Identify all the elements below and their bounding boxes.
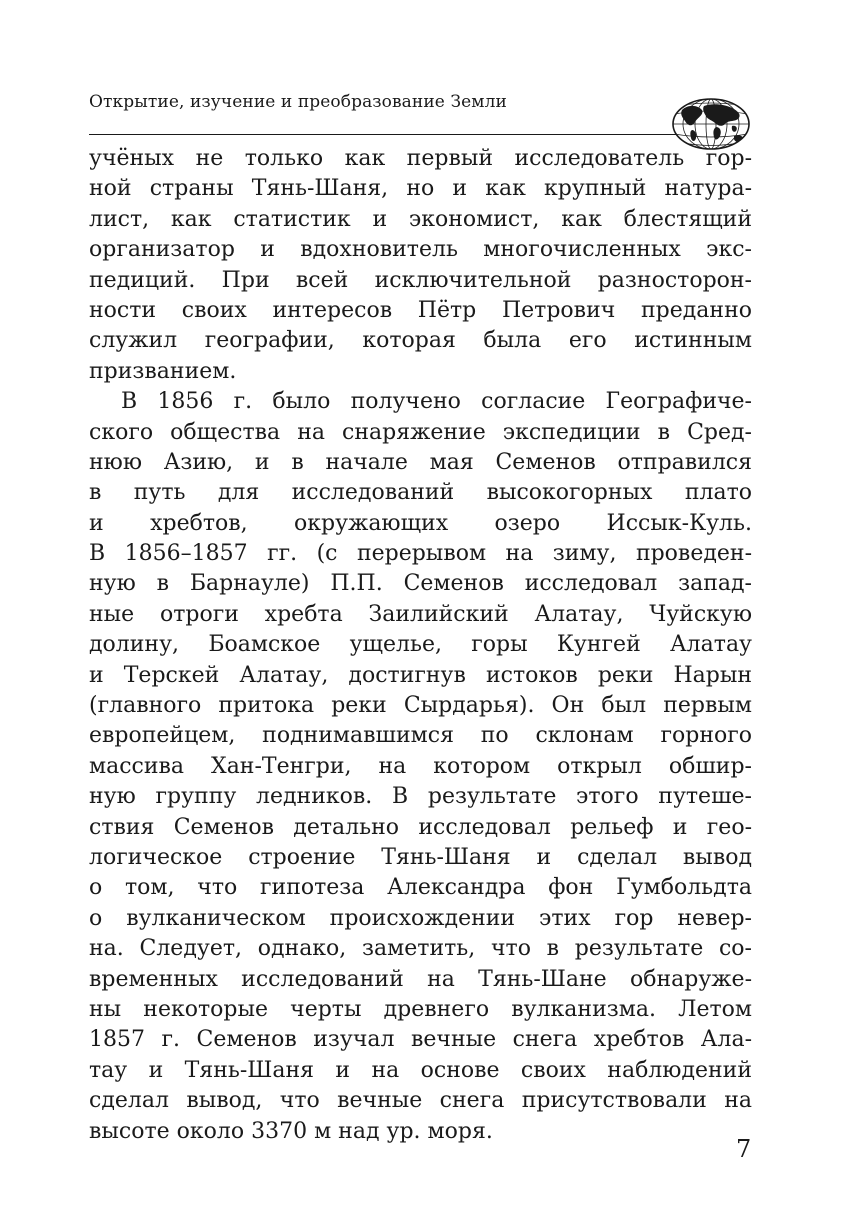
text-line: тау и Тянь-Шаня и на основе своих наблюдений xyxy=(89,1057,752,1083)
text-line: ны некоторые черты древнего вулканизма. Летом xyxy=(89,996,752,1022)
text-line: европейцем, поднимавшимся по склонам горного xyxy=(89,723,752,749)
text-line: сделал вывод, что вечные снега присутствовали на xyxy=(89,1088,752,1114)
text-line: 1857 г. Семенов изучал вечные снега хребтов Ала- xyxy=(89,1027,752,1053)
text-line: временных исследований на Тянь-Шане обнаруже- xyxy=(89,966,752,992)
text-line: и Терскей Алатау, достигнув истоков реки Нарын xyxy=(89,662,752,688)
paragraph-2 xyxy=(89,387,752,1147)
text-line: ную в Барнауле) П.П. Семенов исследовал запад- xyxy=(89,571,752,597)
text-line: ную группу ледников. В результате этого путеше- xyxy=(89,784,752,810)
text-line: массива Хан-Тенгри, на котором открыл обшир- xyxy=(89,753,752,779)
text-line: учёных не только как первый исследователь гор- xyxy=(89,146,752,171)
text-line: призванием. xyxy=(89,358,237,384)
text-line: и хребтов, окружающих озеро Иссык-Куль. xyxy=(89,510,752,536)
paragraph-1 xyxy=(89,144,752,387)
text-line: высоте около 3370 м над ур. моря. xyxy=(89,1118,493,1144)
text-line: о том, что гипотеза Александра фон Гумбольдта xyxy=(89,875,752,901)
text-line: нюю Азию, и в начале мая Семенов отправился xyxy=(89,449,752,475)
text-line: ствия Семенов детально исследовал рельеф и гео- xyxy=(89,814,752,840)
body-text xyxy=(89,144,752,1147)
text-line: (главного притока реки Сырдарья). Он был первым xyxy=(89,693,752,719)
text-line: долину, Боамское ущелье, горы Кунгей Алатау xyxy=(89,632,752,658)
text-line: педиций. При всей исключительной разносторон- xyxy=(89,267,752,293)
text-line: в путь для исследований высокогорных плато xyxy=(89,480,752,506)
page-number: 7 xyxy=(736,1135,752,1163)
text-line: служил географии, которая была его истинным xyxy=(89,328,752,354)
header-rule xyxy=(89,134,677,135)
text-line: ности своих интересов Пётр Петрович преданно xyxy=(89,297,752,323)
text-line: В 1856 г. было получено согласие Географиче- xyxy=(121,389,752,415)
running-head-title: Открытие, изучение и преобразование Земли xyxy=(89,92,507,112)
text-line: лист, как статистик и экономист, как блестящий xyxy=(89,206,752,232)
text-line: В 1856–1857 гг. (с перерывом на зиму, проведен- xyxy=(89,541,752,567)
text-line: ского общества на снаряжение экспедиции в Сред- xyxy=(89,419,752,445)
text-line: ные отроги хребта Заилийский Алатау, Чуйскую xyxy=(89,601,752,627)
text-line: о вулканическом происхождении этих гор невер- xyxy=(89,905,752,931)
text-line: логическое строение Тянь-Шаня и сделал вывод xyxy=(89,844,752,870)
text-line: организатор и вдохновитель многочисленных экс- xyxy=(89,237,752,263)
text-line: ной страны Тянь-Шаня, но и как крупный натура- xyxy=(89,176,752,202)
text-line: на. Следует, однако, заметить, что в результате со- xyxy=(89,936,752,962)
